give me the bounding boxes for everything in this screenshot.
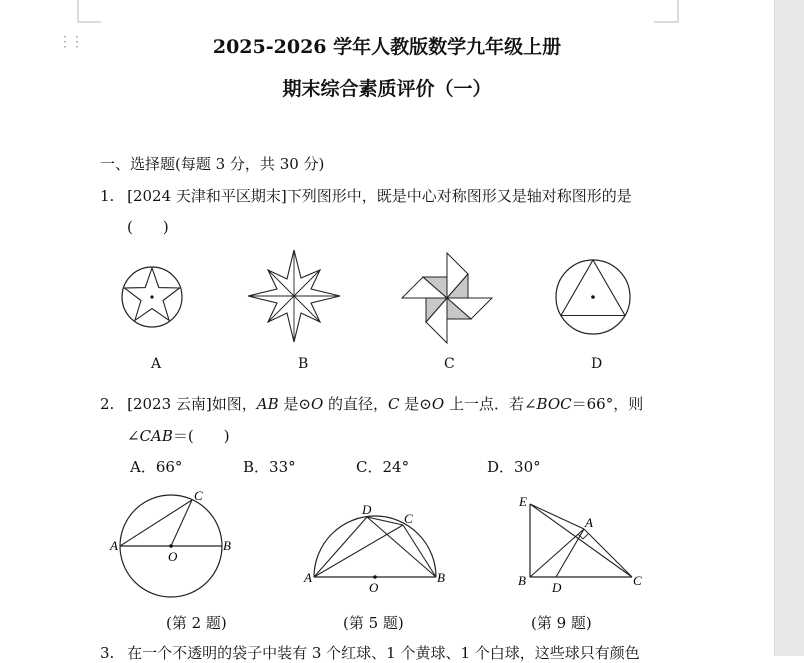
question-2: 2. [2023 云南]如图，AB 是⊙O 的直径，C 是⊙O 上一点．若∠BOC＝66°，则 bbox=[100, 395, 644, 413]
point-b-label: B bbox=[437, 570, 445, 585]
point-b-label: B bbox=[223, 538, 231, 553]
question-2-line-2: ∠CAB＝( ) bbox=[127, 427, 230, 445]
point-b-label: B bbox=[518, 573, 526, 588]
option-a[interactable]: A．66° bbox=[130, 458, 183, 476]
caption-fig-5: (第 5 题) bbox=[343, 614, 404, 632]
option-c[interactable]: C．24° bbox=[356, 458, 410, 476]
caption-fig-9: (第 9 题) bbox=[531, 614, 592, 632]
crop-mark-top-left bbox=[78, 0, 102, 24]
figure-label-d: D bbox=[591, 356, 603, 372]
question-text: [2024 天津和平区期末]下列图形中，既是中心对称图形又是轴对称图形的是 bbox=[127, 187, 632, 205]
crop-mark-top-right bbox=[654, 0, 678, 24]
option-d[interactable]: D．30° bbox=[487, 458, 541, 476]
figure-q5-semicircle bbox=[300, 500, 450, 595]
figure-c-pinwheel bbox=[402, 253, 492, 343]
question-1 bbox=[100, 185, 632, 206]
point-o-label: O bbox=[168, 549, 178, 564]
question-number: 2. bbox=[100, 395, 115, 413]
drag-handle-icon[interactable]: ⋮⋮ bbox=[58, 34, 82, 50]
point-o-label: O bbox=[369, 580, 379, 595]
page-subtitle: 期末综合素质评价（一） bbox=[282, 78, 492, 100]
question-3 bbox=[100, 642, 640, 663]
answer-paren: ( ) bbox=[127, 218, 169, 236]
option-b[interactable]: B．33° bbox=[243, 458, 296, 476]
figure-b-eight-point-star bbox=[248, 250, 340, 342]
question-number: 1. bbox=[100, 187, 115, 205]
point-a-label: A bbox=[304, 570, 312, 585]
question-text: 在一个不透明的袋子中装有 3 个红球、1 个黄球、1 个白球，这些球只有颜色 bbox=[127, 644, 640, 662]
point-a-label: A bbox=[110, 538, 118, 553]
point-c-label: C bbox=[194, 488, 203, 503]
question-number: 3. bbox=[100, 644, 115, 662]
point-a-label: A bbox=[585, 515, 593, 530]
page-title: 2025-2026 学年人教版数学九年级上册 bbox=[212, 36, 562, 58]
point-c-label: C bbox=[404, 511, 413, 526]
figure-a-star-circle bbox=[120, 265, 184, 329]
figure-label-b: B bbox=[298, 356, 309, 372]
section-heading: 一、选择题(每题 3 分，共 30 分) bbox=[100, 155, 325, 173]
point-c-label: C bbox=[633, 573, 642, 588]
figure-d-triangle-circle bbox=[554, 258, 632, 336]
figure-q2-circle bbox=[108, 488, 238, 603]
point-d-label: D bbox=[362, 502, 372, 517]
figure-label-a: A bbox=[151, 356, 162, 372]
window-scroll-gutter[interactable] bbox=[774, 0, 804, 656]
figure-q9-triangles bbox=[512, 492, 652, 596]
point-d-label: D bbox=[552, 580, 562, 595]
figure-label-c: C bbox=[444, 356, 455, 372]
point-e-label: E bbox=[519, 494, 527, 509]
caption-fig-2: (第 2 题) bbox=[166, 614, 227, 632]
